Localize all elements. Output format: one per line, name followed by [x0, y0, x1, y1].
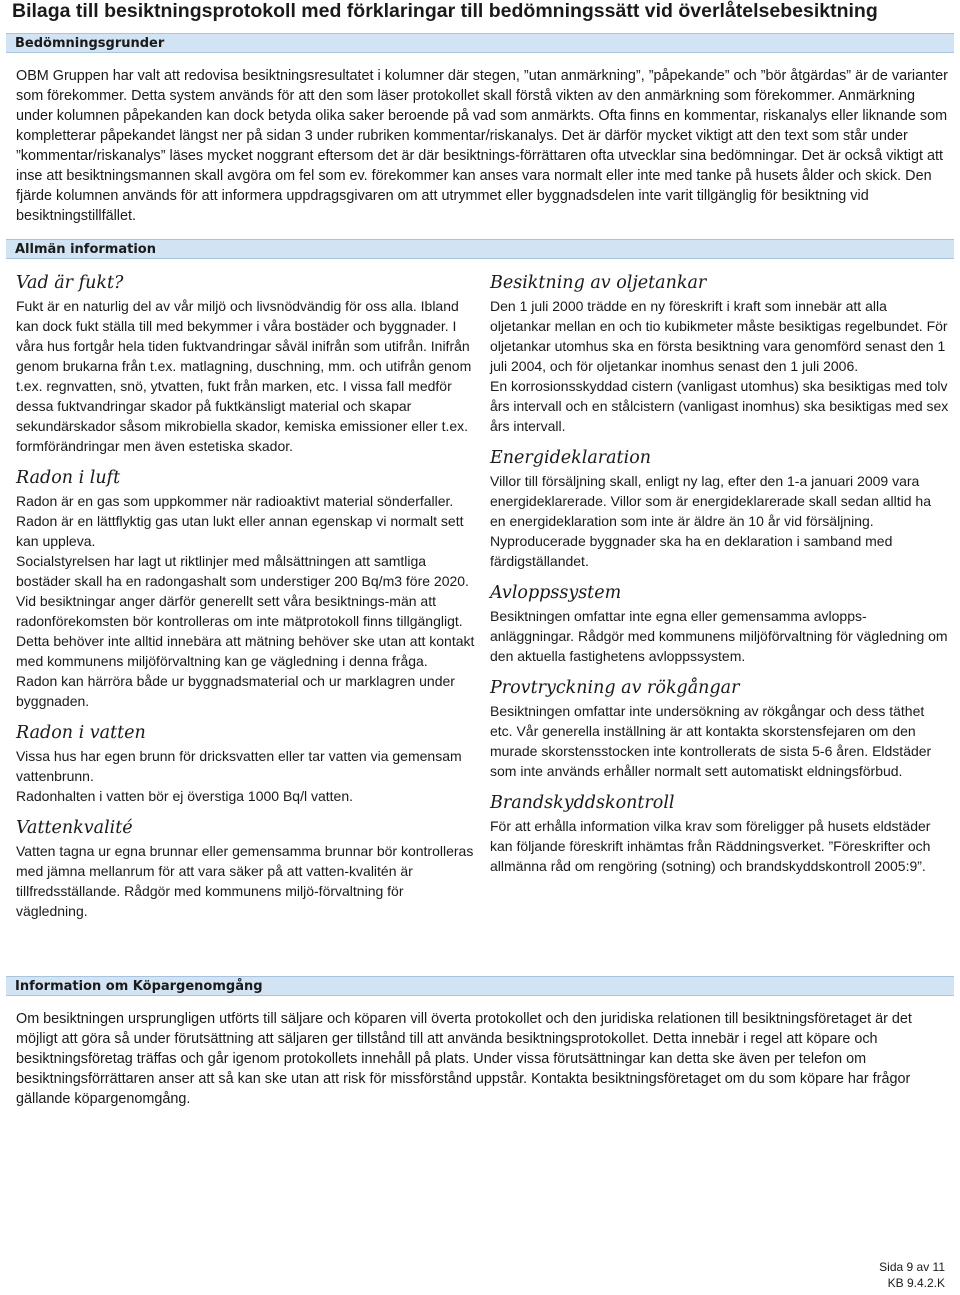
info-block [16, 272, 476, 456]
info-block-paragraph: Radon kan härröra både ur byggnadsmaterial och ur marklagren under byggnaden. [16, 673, 455, 709]
document-code: KB 9.4.2.K [887, 1276, 945, 1290]
document-title: Bilaga till besiktningsprotokoll med förklaringar till bedömningssätt vid överlåtelsebesiktning [12, 0, 878, 22]
info-block-title: Besiktning av oljetankar [490, 273, 707, 293]
info-block-title: Vad är fukt? [16, 273, 124, 293]
right-column [490, 272, 950, 887]
info-block-title: Provtryckning av rökgångar [490, 678, 740, 698]
info-block-title: Brandskyddskontroll [490, 793, 675, 813]
info-block-title: Radon i luft [16, 468, 121, 488]
info-block-paragraph: Vatten tagna ur egna brunnar eller gemensamma brunnar bör kontrolleras med jämna mellanrum för att vara säker på att vatten-kvalitén är tillfredsställande. Rådgör med kommunens miljö-förvaltning för vägledning. [16, 843, 474, 919]
info-block-paragraph: Radonhalten i vatten bör ej överstiga 1000 Bq/l vatten. [16, 788, 353, 804]
info-block-paragraph: Nyproducerade byggnader ska ha en deklaration i samband med färdigställandet. [490, 533, 893, 569]
kopargenomgang-text [16, 1009, 950, 1109]
info-block-paragraph: Fukt är en naturlig del av vår miljö och livsnödvändig för oss alla. Ibland kan dock fukt ställa till med bekymmer i våra bostäder och byggnader. I våra hus fortgår hela tiden fuktvandringar såväl inifrån som utifrån. Inifrån genom brukarna från t.ex. matlagning, duschning, mm. och utifrån genom t.ex. regnvatten, snö, ytvatten, fukt från marken, etc. I vissa fall medför dessa fuktvandringar skador på fuktkänsligt material och skapar sekundärskador såsom mikrobiella skador, kemiska emissioner eller t.ex. formförändringar men även estetiska skador. [16, 298, 472, 454]
info-block-paragraph: För att erhålla information vilka krav som föreligger på husets eldstäder kan följande föreskrift inhämtas från Räddningsverket. ”Föreskrifter och allmänna råd om rengöring (sotning) och brandskyddskontroll 2005:9”. [490, 818, 931, 874]
info-block [490, 677, 950, 781]
info-block-paragraph: Radon är en gas som uppkommer när radioaktivt material sönderfaller. Radon är en lättflyktig gas utan lukt eller annan egenskap vi normalt sett kan uppleva. [16, 493, 464, 549]
info-block [16, 722, 476, 806]
info-block [490, 272, 950, 436]
info-block-title: Radon i vatten [16, 723, 146, 743]
info-block-paragraph: En korrosionsskyddad cistern (vanligast utomhus) ska besiktigas med tolv års intervall och en stålcistern (vanligast inomhus) ska besiktigas med sex års intervall. [490, 378, 949, 434]
info-block-paragraph: Vissa hus har egen brunn för dricksvatten eller tar vatten via gemensam vattenbrunn. [16, 748, 462, 784]
info-block-title: Vattenkvalité [16, 818, 133, 838]
info-block-paragraph: Den 1 juli 2000 trädde en ny föreskrift i kraft som innebär att alla oljetankar mellan en och tio kubikmeter måste besiktigas regelbundet. För oljetankar utomhus ska en första besiktning vara genomförd senast den 1 juli 2004, och för oljetankar inomhus senast den 1 juli 2006. [490, 298, 948, 374]
bedomningsgrunder-text [16, 66, 950, 226]
info-block [490, 447, 950, 571]
page-footer [879, 1259, 945, 1291]
info-block-paragraph: Socialstyrelsen har lagt ut riktlinjer med målsättningen att samtliga bostäder skall ha en radongashalt som understiger 200 Bq/m3 före 2020. Vid besiktningar anger därför generellt sett våra besiktnings-män att radonförekomsten bör kontrolleras om inte mätprotokoll finns tillgängligt. Detta behöver inte alltid innebära att mätning behöver ske utan att kontakt med kommunens miljöförvaltning kan ge vägledning i denna fråga. [16, 553, 475, 669]
info-block [490, 792, 950, 876]
info-block-title: Avloppssystem [490, 583, 622, 603]
page-number: Sida 9 av 11 [879, 1260, 945, 1274]
info-block-paragraph: Besiktningen omfattar inte undersökning av rökgångar och dess täthet etc. Vår generella inställning är att kontakta skorstensfejaren om den murade skorstensstocken inte kontrollerats de sista 5-6 åren. Eldstäder som inte används erhåller normalt sett automatiskt eldningsförbud. [490, 703, 932, 779]
info-block [16, 817, 476, 921]
section-heading-allman-information: Allmän information [6, 239, 954, 259]
info-block-paragraph: Besiktningen omfattar inte egna eller gemensamma avlopps-anläggningar. Rådgör med kommunens miljöförvaltning för vägledning om den aktuella fastighetens avloppssystem. [490, 608, 948, 664]
info-block-title: Energideklaration [490, 448, 651, 468]
section-heading-bedomningsgrunder: Bedömningsgrunder [6, 33, 954, 53]
info-block-paragraph: Villor till försäljning skall, enligt ny lag, efter den 1-a januari 2009 vara energideklarerade. Villor som är energideklarerade skall sedan alltid ha en energideklaration som inte är äldre än 10 år vid försäljning. [490, 473, 931, 529]
left-column [16, 272, 476, 932]
section-heading-kopargenomgang: Information om Köpargenomgång [6, 976, 954, 996]
info-block [490, 582, 950, 666]
info-block [16, 467, 476, 711]
bedomningsgrunder-paragraph: OBM Gruppen har valt att redovisa besiktningsresultatet i kolumner där stegen, ”utan anmärkning”, ”påpekande” och ”bör åtgärdas” är de varianter som förekommer. Detta system används för att den som läser protokollet skall förstå vikten av den anmärkning som förekommer. Anmärkning under kolumnen påpekanden kan dock betyda olika saker beroende på vad som anmärkts. Ofta finns en kommentar, riskanalys eller liknande som kompletterar påpekandet längst ner på sidan 3 under rubriken kommentar/riskanalys. Det är därför mycket viktigt att den text som står under ”kommentar/riskanalys” läses mycket noggrant eftersom det är där besiktnings-förrättaren ofta utvecklar sina bedömningar. Det är också viktigt att inse att besiktningsmannen skall avgöra om fel som ev. förekommer kan anses vara normalt eller inte med tanke på husets ålder och skick. Den fjärde kolumnen används för att informera uppdragsgivaren om att utrymmet eller byggnadsdelen inte varit tillgänglig för besiktning vid besiktningstillfället. [16, 68, 948, 224]
kopargenomgang-paragraph: Om besiktningen ursprungligen utförts till säljare och köparen vill överta protokollet och den juridiska relationen till besiktningsföretaget är det möjligt att göra så under förutsättning att säljaren ger tillstånd till att använda besiktningsprotokollet. Detta innebär i regel att köpare och besiktningsföretag träffas och går igenom protokollets innehåll på plats. Under vissa förutsättningar kan detta ske även per telefon om besiktningsförrättaren anser att så kan ske utan att risk för missförstånd uppstår. Kontakta besiktningsföretaget om du som köpare har frågor gällande köpargenomgång. [16, 1011, 912, 1107]
